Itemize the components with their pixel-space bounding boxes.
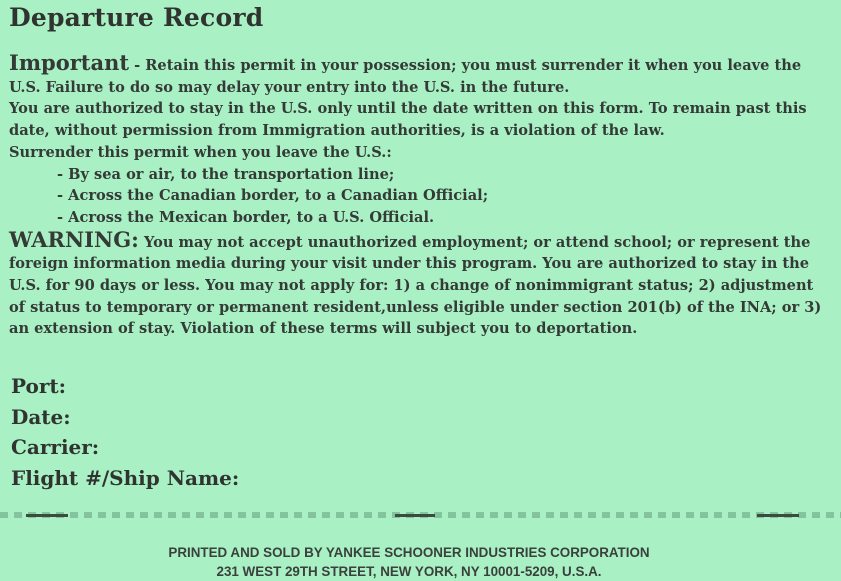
date-field-label: Date: [11,404,71,429]
form-title: Departure Record [9,3,264,32]
instructions [9,52,831,340]
surrender-paragraph: Surrender this permit when you leave the U.S.: [9,143,392,161]
port-field-label: Port: [11,374,66,398]
authorized-paragraph: You are authorized to stay in the U.S. only until the date written on this form. To remain past this date, without permission from Immigration authorities, is a violation of the law. [9,100,807,140]
warning-text: You may not accept unauthorized employment; or attend school; or represent the foreign information media during your visit under this program. You are authorized to stay in the U.S. for 90 days or less. You may not apply for: 1) a change of nonimmigrant status; 2) adjustment of status to temporary or permanent resident,unless eligible under section 201(b) of the INA; or 3) an extension of stay. Violation of these terms will subject you to deportation. [9,233,822,338]
important-text: - Retain this permit in your possession; you must surrender it when you leave the U.S. Failure to do so may delay your entry into the U.S. in the future. [9,57,802,96]
warning-paragraph [9,226,831,341]
carrier-field-label: Carrier: [11,435,100,459]
important-lead: Important [9,50,130,75]
flight-ship-field-label: Flight #/Ship Name: [11,465,240,490]
printer-line-1: PRINTED AND SOLD BY YANKEE SCHOONER INDUSTRIES CORPORATION [168,545,650,560]
surrender-item-mexican: - Across the Mexican border, to a U.S. Official. [57,208,435,226]
printer-imprint [0,543,818,581]
perforation-mark-right [757,514,799,517]
record-fields [11,371,239,493]
surrender-item-canadian: - Across the Canadian border, to a Canadian Official; [57,187,489,205]
warning-lead: WARNING: [9,226,139,252]
printer-line-2: 231 WEST 29TH STREET, NEW YORK, NY 10001-5209, U.S.A. [216,564,602,579]
surrender-item-sea-air: - By sea or air, to the transportation line; [57,165,395,183]
perforation-mark-center [395,514,435,517]
important-paragraph [9,52,831,98]
perforation-mark-left [26,514,68,517]
